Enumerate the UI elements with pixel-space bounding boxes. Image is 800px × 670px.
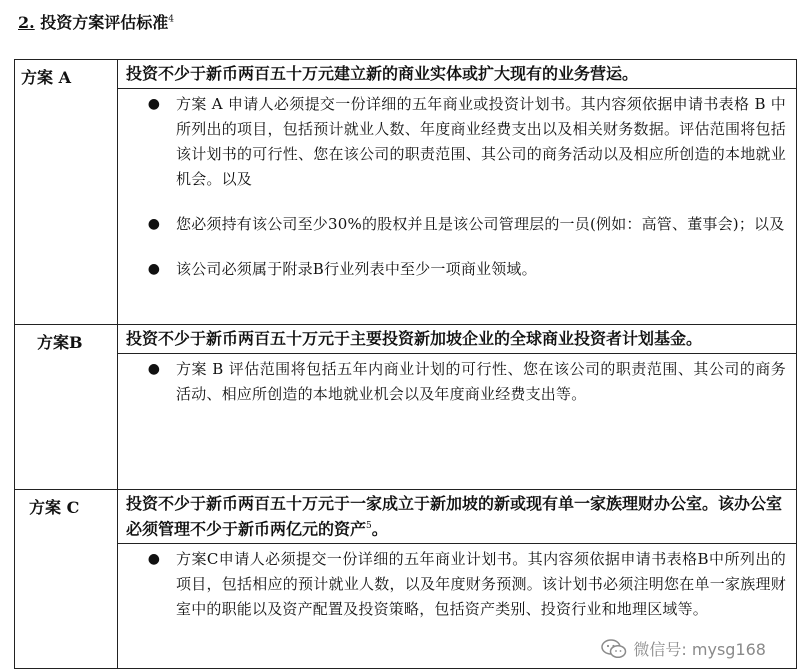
plan-name-cell bbox=[15, 60, 118, 325]
bullet-text: 方案 B 评估范围将包括五年内商业计划的可行性、您在该公司的职责范围、其公司的商务活动、相应所创造的本地就业机会以及年度商业经费支出等。 bbox=[176, 360, 786, 403]
plan-name-cell bbox=[15, 325, 118, 490]
bullet-text: 您必须持有该公司至少30%的股权并且是该公司管理层的一员(例如：高管、董事会)；以及 bbox=[176, 215, 785, 233]
plan-title-end: 。 bbox=[371, 519, 388, 539]
plan-title: 投资不少于新币两百五十万元建立新的商业实体或扩大现有的业务营运。 bbox=[118, 60, 796, 89]
plan-name: 方案 C bbox=[29, 498, 80, 517]
plan-detail-cell bbox=[118, 60, 797, 325]
list-item bbox=[132, 92, 786, 192]
bullet-text: 方案C申请人必须提交一份详细的五年商业计划书。其内容须依据申请书表格B中所列出的项目，包括相应的预计就业人数，以及年度财务预测。该计划书必须注明您在单一家族理财室中的职能以及资产配置及投资策略，包括资产类别、投资行业和地理区域等。 bbox=[176, 550, 786, 619]
plan-row-a bbox=[15, 60, 797, 325]
plan-title: 投资不少于新币两百五十万元于主要投资新加坡企业的全球商业投资者计划基金。 bbox=[118, 325, 796, 354]
list-item bbox=[132, 547, 786, 622]
plan-row-b bbox=[15, 325, 797, 490]
watermark-text: 微信号: mysg168 bbox=[633, 640, 766, 659]
plan-bullets bbox=[118, 89, 796, 282]
list-item bbox=[132, 357, 786, 407]
plan-title bbox=[118, 490, 796, 544]
list-item bbox=[132, 257, 786, 282]
section-number: 2. bbox=[18, 13, 35, 32]
plan-detail-cell bbox=[118, 325, 797, 490]
plan-name-cell bbox=[15, 490, 118, 669]
section-footnote: 4 bbox=[168, 14, 175, 25]
plans-table bbox=[14, 59, 797, 669]
bullet-icon: ● bbox=[147, 216, 161, 232]
list-item bbox=[132, 212, 786, 237]
plan-title-text: 投资不少于新币两百五十万元于一家成立于新加坡的新或现有单一家族理财办公室。该办公室必须管理不少于新币两亿元的资产 bbox=[126, 494, 783, 539]
wechat-watermark bbox=[601, 637, 766, 660]
bullet-icon: ● bbox=[147, 551, 161, 568]
bullet-icon: ● bbox=[147, 96, 161, 112]
plan-name: 方案 A bbox=[21, 68, 71, 87]
plan-name: 方案B bbox=[37, 333, 83, 352]
section-title: 投资方案评估标准 bbox=[40, 13, 169, 32]
plan-bullets bbox=[118, 544, 796, 622]
bullet-icon: ● bbox=[147, 261, 161, 277]
bullet-text: 该公司必须属于附录B行业列表中至少一项商业领域。 bbox=[176, 260, 537, 278]
plan-bullets bbox=[118, 354, 796, 407]
wechat-icon bbox=[601, 639, 627, 659]
bullet-icon: ● bbox=[147, 361, 161, 377]
plan-title-footnote: 5 bbox=[366, 521, 372, 531]
bullet-text: 方案 A 申请人必须提交一份详细的五年商业或投资计划书。其内容须依据申请书表格 B 中所列出的项目，包括预计就业人数、年度商业经费支出以及相关财务数据。评估范围将包括该计划书的可行性、您在该公司的职责范围、其公司的商务活动以及相应所创造的本地就业机会。以及 bbox=[176, 95, 786, 188]
section-heading bbox=[18, 10, 174, 33]
